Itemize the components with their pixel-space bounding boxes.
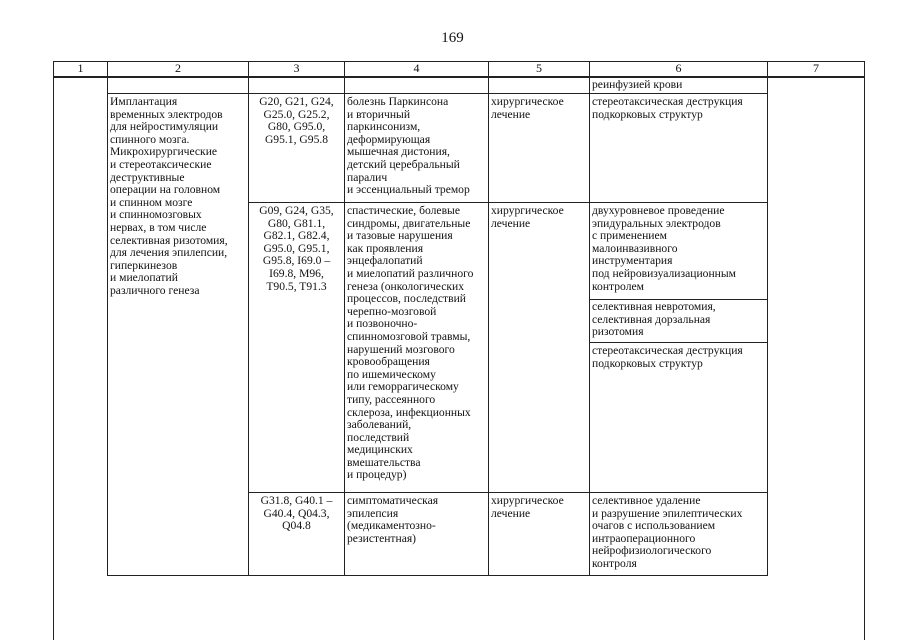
header-col-2: 2	[175, 61, 181, 75]
header-col-7: 7	[813, 61, 819, 75]
row-1-treatment: хирургическое лечение	[491, 95, 564, 121]
v-line-4	[488, 61, 489, 576]
h-line-header-bottom	[53, 76, 865, 78]
header-col-4: 4	[413, 61, 420, 75]
row-3-codes: G31.8, G40.1 – G40.4, Q04.3, Q04.8	[260, 494, 333, 533]
header-col-6: 6	[675, 61, 682, 75]
row-2-disease: спастические, болевые синдромы, двигательные и тазовые нарушения как проявления энцефалопатий и миелопатий различного генеза (онкологических процессов, последствий черепно-мозговой и позвоночно- спинномозговой травмы, нарушений мозгового кровообращения по ишемическому или геморрагическому типу, рассеянного склероза, инфекционных заболеваний, последствий медицинских вмешательства и процедур)	[347, 204, 474, 482]
row-2-treatment: хирургическое лечение	[491, 204, 564, 230]
h-line-row1	[248, 202, 767, 203]
row-2-method-1: двухуровневое проведение эпидуральных электродов с применением малоинвазивного инструментария под нейровизуализационным контролем	[592, 204, 736, 293]
row-2-codes: G09, G24, G35, G80, G81.1, G82.1, G82.4, G95.0, G95.1, G95.8, I69.0 – I69.8, M96, T90.5, T91.3	[259, 204, 334, 293]
h-line-bottom	[107, 575, 767, 576]
row-2-method-2: селективная невротомия, селективная дорзальная ризотомия	[592, 300, 716, 339]
h-line-row2	[248, 492, 767, 493]
row-2-method-3: стереотаксическая деструкция подкорковых структур	[592, 344, 743, 370]
v-line-5	[589, 61, 590, 576]
row-1-method-1: стереотаксическая деструкция подкорковых структур	[592, 95, 743, 121]
v-line-3	[344, 61, 345, 576]
page-number: 169	[441, 30, 464, 46]
v-line-7	[864, 61, 865, 640]
v-line-6	[767, 61, 768, 576]
h-line-cont	[107, 93, 767, 94]
header-col-5: 5	[536, 61, 542, 75]
procedure-cell: Имплантация временных электродов для нейростимуляции спинного мозга. Микрохирургические и стереотаксические деструктивные операции на головном и спинном мозге и спинномозговых нервах, в том числе селективная ризотомия, для лечения эпилепсии, гиперкинезов и миелопатий различного генеза	[110, 95, 228, 297]
row-3-treatment: хирургическое лечение	[491, 494, 564, 520]
continuation-method-cell: реинфузией крови	[592, 78, 683, 91]
row-1-disease: болезнь Паркинсона и вторичный паркинсонизм, деформирующая мышечная дистония, детский церебральный паралич и эссенциальный тремор	[347, 95, 470, 197]
v-line-0	[53, 61, 54, 640]
header-col-3: 3	[293, 61, 300, 75]
row-1-codes: G20, G21, G24, G25.0, G25.2, G80, G95.0, G95.1, G95.8	[259, 95, 334, 146]
h-line-row2-m2	[589, 342, 767, 343]
row-3-method-1: селективное удаление и разрушение эпилептических очагов с использованием интраоперационного нейрофизиологического контроля	[592, 494, 743, 570]
v-line-1	[107, 61, 108, 576]
row-3-disease: симптоматическая эпилепсия (медикаментозно- резистентная)	[347, 494, 439, 545]
header-col-1: 1	[77, 61, 84, 75]
